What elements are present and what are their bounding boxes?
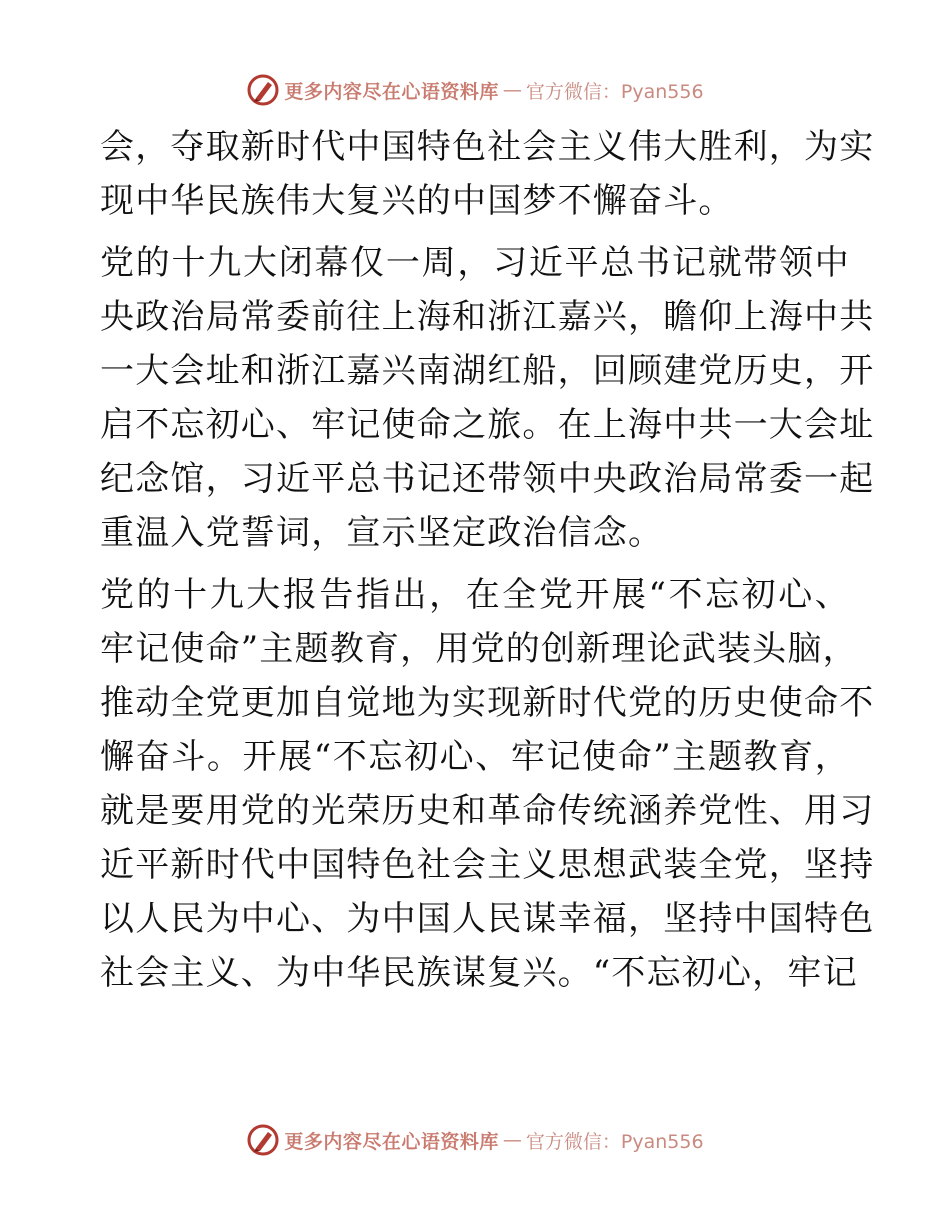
text-line: 会，夺取新时代中国特色社会主义伟大胜利，为实 [100,127,875,167]
banner-title: 更多内容尽在心语资料库 [284,80,499,103]
pen-circle-logo-icon [246,1123,280,1157]
text-line: 一大会址和浙江嘉兴南湖红船，回顾建党历史，开 [100,351,875,391]
text-line: 党的十九大闭幕仅一周，习近平总书记就带领中 [100,243,850,283]
text-line: 推动全党更加自觉地为实现新时代党的历史使命不 [100,683,875,723]
paragraph-2 [100,236,875,560]
text-line: 纪念馆，习近平总书记还带领中央政治局常委一起 [100,459,875,499]
banner-contact: 官方微信：Pyan556 [525,1130,704,1153]
header-banner [0,70,950,110]
text-line: 近平新时代中国特色社会主义思想武装全党，坚持 [100,845,875,885]
footer-banner [0,1120,950,1160]
text-line: 启不忘初心、牢记使命之旅。在上海中共一大会址 [100,405,875,445]
paragraph-3 [100,568,875,1000]
banner-contact: 官方微信：Pyan556 [525,80,704,103]
text-line: 社会主义、为中华民族谋复兴。“不忘初心，牢记 [100,953,858,993]
text-line: 党的十九大报告指出，在全党开展“不忘初心、 [100,575,850,615]
text-line: 就是要用党的光荣历史和革命传统涵养党性、用习 [100,791,875,831]
text-line: 央政治局常委前往上海和浙江嘉兴，瞻仰上海中共 [100,297,875,337]
text-line: 牢记使命”主题教育，用党的创新理论武装头脑， [100,629,858,669]
text-line: 重温入党誓词，宣示坚定政治信念。 [100,513,664,553]
text-line: 懈奋斗。开展“不忘初心、牢记使命”主题教育， [100,737,850,777]
paragraph-1 [100,120,875,228]
banner-separator: — [502,79,522,101]
text-line: 现中华民族伟大复兴的中国梦不懈奋斗。 [100,181,734,221]
body-text [100,120,875,1008]
banner-separator: — [502,1129,522,1151]
pen-circle-logo-icon [246,73,280,107]
text-line: 以人民为中心、为中国人民谋幸福，坚持中国特色 [100,899,875,939]
banner-title: 更多内容尽在心语资料库 [284,1130,499,1153]
